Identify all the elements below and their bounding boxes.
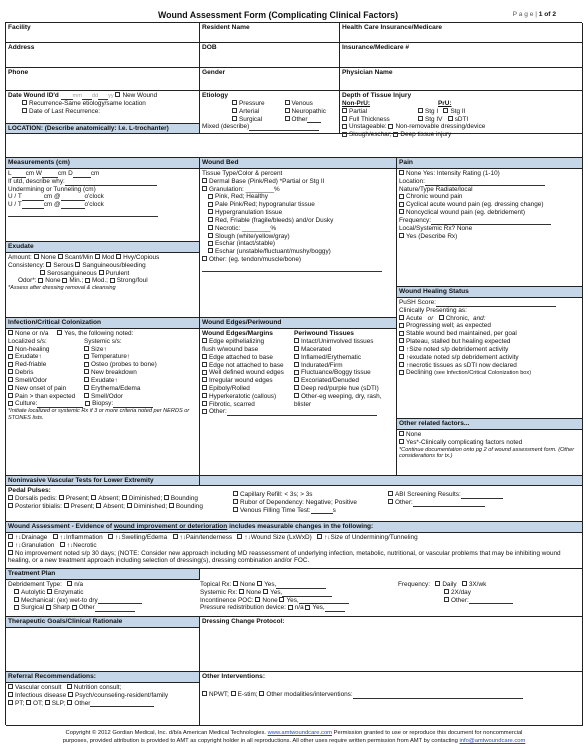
option-checkbox[interactable] bbox=[257, 581, 262, 586]
exudate-section: Exudate Amount: None Scant/Min Mod Hvy/Copious Consistency: Serous Sanguineous/bleeding Serosanguineous Purulent Odor*: None Min.; Mod.; Strong/foul *Assess after dressing removal & cleansing bbox=[6, 242, 200, 318]
option-checkbox[interactable] bbox=[233, 507, 238, 512]
pale-pink-checkbox[interactable] bbox=[208, 202, 213, 207]
option-checkbox[interactable] bbox=[294, 377, 299, 382]
declining-checkbox[interactable] bbox=[399, 370, 404, 375]
culture-checkbox[interactable] bbox=[8, 401, 13, 406]
option-checkbox[interactable] bbox=[202, 338, 207, 343]
option-checkbox[interactable] bbox=[59, 495, 64, 500]
option-checkbox[interactable] bbox=[68, 692, 73, 697]
hypergranulation-checkbox[interactable] bbox=[208, 209, 213, 214]
new-wound-checkbox[interactable] bbox=[115, 92, 120, 97]
pink-red-checkbox[interactable] bbox=[208, 194, 213, 199]
location-label: LOCATION: (Describe anatomically: I.e. L-trochanter) bbox=[6, 124, 200, 134]
option-checkbox[interactable] bbox=[202, 401, 207, 406]
biopsy-checkbox[interactable] bbox=[85, 401, 90, 406]
assessment-header: Wound Assessment - Evidence of wound improvement or deterioration includes measurable changes in the following: bbox=[6, 522, 582, 533]
depth-full-checkbox[interactable] bbox=[342, 116, 347, 121]
etiology-venous-checkbox[interactable] bbox=[285, 100, 290, 105]
option-checkbox[interactable] bbox=[202, 354, 207, 359]
odor-min-checkbox[interactable] bbox=[62, 278, 67, 283]
option-checkbox[interactable] bbox=[60, 542, 65, 547]
option-checkbox[interactable] bbox=[8, 700, 13, 705]
option-checkbox[interactable] bbox=[294, 362, 299, 367]
page-indicator: P a g e | 1 of 2 bbox=[512, 11, 556, 18]
chronic-pain-checkbox[interactable] bbox=[399, 194, 404, 199]
acute-checkbox[interactable] bbox=[399, 315, 404, 320]
option-checkbox[interactable] bbox=[14, 597, 19, 602]
dermal-base-checkbox[interactable] bbox=[202, 178, 207, 183]
measurements-section: Measurements (cm) L cm W cm D cm If utd, describe why: Undermining or Tunneling (cm) U / T cm @ o'clock U / T cm @ o'clock bbox=[6, 158, 200, 242]
insurance-number-field[interactable]: Insurance/Medicare # bbox=[340, 43, 583, 68]
etiology-pressure-checkbox[interactable] bbox=[232, 100, 237, 105]
infection-none-checkbox[interactable] bbox=[8, 330, 13, 335]
location-field[interactable] bbox=[6, 134, 583, 158]
option-checkbox[interactable] bbox=[294, 354, 299, 359]
etiology-section: Etiology Pressure Arterial Surgical Venous Neuropathic Other Mixed (describe) bbox=[200, 91, 340, 134]
option-checkbox[interactable] bbox=[14, 589, 19, 594]
edges-other-checkbox[interactable] bbox=[202, 409, 207, 414]
exudate-scant-checkbox[interactable] bbox=[58, 254, 63, 259]
goals-header: Therapeutic Goals/Clinical Rationale bbox=[6, 617, 199, 628]
other-related-header: Other related factors... bbox=[397, 419, 582, 430]
healing-status-section: Wound Healing Status PuSH Score: Clinically Presenting as: Acute or Chronic, and: Progressing well; as expected Stable wound bed maintained, per goal Plateau, stalled but healing expected ↑Size noted s/p debridement activity ↑exudate noted s/p debridement activity ↑necrotic tissues as sDTI now declared Declining (see Infection/Critical Colonization box) bbox=[397, 287, 583, 419]
option-checkbox[interactable] bbox=[84, 362, 89, 367]
depth-partial-checkbox[interactable] bbox=[342, 108, 347, 113]
option-checkbox[interactable] bbox=[8, 346, 13, 351]
infection-section: Infection/Critical Colonization None or n/a Yes, the following noted: Localized s/s: Non-healing Exudate↑ Red-friable Debris Smell/Odor New onset of pain Pain > than expected Systemic s/s: Size↑ Temperature↑ Osteo (probes to bone) New breakdown Exudate↑ Erythema/Edema Smell/Odor Culture: Biopsy: *Initiate localized or systemic Rx if 3 or more criteria noted per NERDS or STONES lists. bbox=[6, 318, 200, 476]
therapeutic-goals-section[interactable] bbox=[6, 617, 200, 672]
exudate-header: Exudate bbox=[6, 242, 199, 253]
option-checkbox[interactable] bbox=[96, 503, 101, 508]
exudate-sanguineous-checkbox[interactable] bbox=[75, 262, 80, 267]
exudate-serous-checkbox[interactable] bbox=[46, 262, 51, 267]
plateau-checkbox[interactable] bbox=[399, 338, 404, 343]
slough-checkbox[interactable] bbox=[208, 233, 213, 238]
exudate-serosang-checkbox[interactable] bbox=[40, 270, 45, 275]
facility-field[interactable]: Facility bbox=[6, 23, 200, 43]
pain-none-checkbox[interactable] bbox=[399, 170, 404, 175]
referral-section: Referral Recommendations: Vascular consult Nutrition consult; Infectious disease Psych/counseling-resident/family PT; OT; SLP; Other bbox=[6, 672, 200, 726]
option-checkbox[interactable] bbox=[72, 605, 77, 610]
size-debridement-checkbox[interactable] bbox=[399, 346, 404, 351]
other-related-none-checkbox[interactable] bbox=[399, 431, 404, 436]
option-checkbox[interactable] bbox=[173, 534, 178, 539]
option-checkbox[interactable] bbox=[169, 503, 174, 508]
etiology-other-checkbox[interactable] bbox=[285, 116, 290, 121]
wound-bed-header: Wound Bed bbox=[200, 158, 396, 169]
exudate-hvy-checkbox[interactable] bbox=[116, 254, 121, 259]
option-checkbox[interactable] bbox=[317, 534, 322, 539]
option-checkbox[interactable] bbox=[8, 354, 13, 359]
option-checkbox[interactable] bbox=[8, 692, 13, 697]
form-grid bbox=[5, 22, 582, 725]
odor-mod-checkbox[interactable] bbox=[85, 278, 90, 283]
wound-bed-other-checkbox[interactable] bbox=[202, 256, 207, 261]
form-title: Wound Assessment Form (Complicating Clinical Factors) bbox=[158, 10, 398, 20]
option-checkbox[interactable] bbox=[8, 377, 13, 382]
option-checkbox[interactable] bbox=[84, 369, 89, 374]
noncyclical-pain-checkbox[interactable] bbox=[399, 209, 404, 214]
option-checkbox[interactable] bbox=[8, 684, 13, 689]
option-checkbox[interactable] bbox=[202, 385, 207, 390]
option-checkbox[interactable] bbox=[388, 491, 393, 496]
eschar-unstable-checkbox[interactable] bbox=[208, 248, 213, 253]
stable-checkbox[interactable] bbox=[399, 331, 404, 336]
option-checkbox[interactable] bbox=[127, 503, 132, 508]
necrotic-sdti-checkbox[interactable] bbox=[399, 362, 404, 367]
depth-stg4-checkbox[interactable] bbox=[418, 116, 423, 121]
infection-header: Infection/Critical Colonization bbox=[6, 318, 199, 329]
option-checkbox[interactable] bbox=[279, 597, 284, 602]
option-checkbox[interactable] bbox=[259, 691, 264, 696]
depth-section: Depth of Tissue Injury Non-PrU: Partial Full Thickness PrU: Stg I Stg II Stg IV sDTI Unstageable: Non-removable dressing/device Slough/eschar; Deep tissue injury bbox=[340, 91, 583, 134]
no-improvement-checkbox[interactable] bbox=[8, 550, 13, 555]
option-checkbox[interactable] bbox=[305, 605, 310, 610]
option-checkbox[interactable] bbox=[444, 597, 449, 602]
odor-none-checkbox[interactable] bbox=[38, 278, 43, 283]
option-checkbox[interactable] bbox=[84, 393, 89, 398]
physician-field[interactable]: Physician Name bbox=[340, 68, 583, 91]
option-checkbox[interactable] bbox=[8, 369, 13, 374]
other-interventions-section: Other Interventions: NPWT; E-stim; Other modalities/interventions: bbox=[200, 672, 583, 726]
depth-sdti-checkbox[interactable] bbox=[448, 116, 453, 121]
option-checkbox[interactable] bbox=[294, 393, 299, 398]
resident-name-field[interactable]: Resident Name bbox=[200, 23, 340, 43]
option-checkbox[interactable] bbox=[64, 503, 69, 508]
option-checkbox[interactable] bbox=[263, 589, 268, 594]
option-checkbox[interactable] bbox=[239, 589, 244, 594]
option-checkbox[interactable] bbox=[108, 534, 113, 539]
exudate-purulent-checkbox[interactable] bbox=[99, 270, 104, 275]
red-friable-checkbox[interactable] bbox=[208, 217, 213, 222]
other-related-section: Other related factors... None Yes*-Clinically complicating factors noted *Continue documentation onto pg 2 of wound assessment form. (Other considerations for tx.) bbox=[397, 419, 583, 476]
option-checkbox[interactable] bbox=[8, 385, 13, 390]
treatment-header: Treatment Plan bbox=[6, 569, 200, 580]
option-checkbox[interactable] bbox=[84, 354, 89, 359]
option-checkbox[interactable] bbox=[26, 700, 31, 705]
depth-stg2-checkbox[interactable] bbox=[443, 108, 448, 113]
pain-rx-yes-checkbox[interactable] bbox=[399, 233, 404, 238]
option-checkbox[interactable] bbox=[14, 605, 19, 610]
option-checkbox[interactable] bbox=[388, 499, 393, 504]
chronic-checkbox[interactable] bbox=[439, 315, 444, 320]
option-checkbox[interactable] bbox=[444, 589, 449, 594]
option-checkbox[interactable] bbox=[233, 581, 238, 586]
option-checkbox[interactable] bbox=[67, 700, 72, 705]
option-checkbox[interactable] bbox=[202, 691, 207, 696]
email-link[interactable]: info@amtwoundcare.com bbox=[459, 737, 526, 744]
recurrence-checkbox[interactable] bbox=[22, 100, 27, 105]
option-checkbox[interactable] bbox=[8, 542, 13, 547]
option-checkbox[interactable] bbox=[122, 495, 127, 500]
option-checkbox[interactable] bbox=[84, 385, 89, 390]
option-checkbox[interactable] bbox=[233, 499, 238, 504]
option-checkbox[interactable] bbox=[45, 700, 50, 705]
insurance-field[interactable]: Health Care Insurance/Medicare bbox=[340, 23, 583, 43]
option-checkbox[interactable] bbox=[202, 377, 207, 382]
option-checkbox[interactable] bbox=[202, 370, 207, 375]
dob-field[interactable]: DOB bbox=[200, 43, 340, 68]
wound-id-section: Date Wound ID'd mm dd yy New Wound Recurrence-Same etiology/same location Date of Last Recurrence: bbox=[6, 91, 200, 124]
pain-header: Pain bbox=[397, 158, 582, 169]
option-checkbox[interactable] bbox=[47, 589, 52, 594]
option-checkbox[interactable] bbox=[294, 370, 299, 375]
phone-field[interactable]: Phone bbox=[6, 68, 200, 91]
option-checkbox[interactable] bbox=[46, 605, 51, 610]
depth-device-checkbox[interactable] bbox=[388, 124, 393, 129]
option-checkbox[interactable] bbox=[8, 495, 13, 500]
option-checkbox[interactable] bbox=[67, 581, 72, 586]
other-related-yes-checkbox[interactable] bbox=[399, 439, 404, 444]
etiology-surgical-checkbox[interactable] bbox=[232, 116, 237, 121]
option-checkbox[interactable] bbox=[202, 393, 207, 398]
cyclical-pain-checkbox[interactable] bbox=[399, 202, 404, 207]
necrotic-checkbox[interactable] bbox=[208, 225, 213, 230]
option-checkbox[interactable] bbox=[91, 495, 96, 500]
progressing-checkbox[interactable] bbox=[399, 323, 404, 328]
depth-unstageable-checkbox[interactable] bbox=[342, 124, 347, 129]
infection-yes-checkbox[interactable] bbox=[57, 330, 62, 335]
option-checkbox[interactable] bbox=[233, 491, 238, 496]
option-checkbox[interactable] bbox=[231, 691, 236, 696]
option-checkbox[interactable] bbox=[294, 385, 299, 390]
option-checkbox[interactable] bbox=[84, 346, 89, 351]
option-checkbox[interactable] bbox=[294, 346, 299, 351]
wound-assessment-section: Wound Assessment - Evidence of wound improvement or deterioration includes measurable changes in the following: ↑↓Drainage ↑↓Inflammation ↑↓Swelling/Edema ↑↓Pain/tenderness ↑↓Wound Size (LxWxD) ↑↓Size of Undermining/Tunneling ↑↓Granulation ↑↓Necrotic No improvement noted s/p 30 days; (NOTE: Consider new approach including MD reassessment of underlying infection, metabolic, nutritional, or vascular problems that may be inhibiting wound healing, or a new treatment approach including selection of dressing(s), dressing combination and/or FOC. bbox=[6, 522, 583, 569]
option-checkbox[interactable] bbox=[435, 581, 440, 586]
website-link[interactable]: www.amtwoundcare.com bbox=[267, 730, 333, 736]
exudate-mod-checkbox[interactable] bbox=[95, 254, 100, 259]
granulation-checkbox[interactable] bbox=[202, 186, 207, 191]
eschar-stable-checkbox[interactable] bbox=[208, 241, 213, 246]
dressing-label: Dressing Change Protocol: bbox=[202, 618, 285, 625]
option-checkbox[interactable] bbox=[8, 393, 13, 398]
option-checkbox[interactable] bbox=[84, 377, 89, 382]
exudate-debridement-checkbox[interactable] bbox=[399, 354, 404, 359]
odor-strong-checkbox[interactable] bbox=[110, 278, 115, 283]
option-checkbox[interactable] bbox=[294, 338, 299, 343]
gender-field[interactable]: Gender bbox=[200, 68, 340, 91]
referral-header: Referral Recommendations: bbox=[6, 672, 199, 683]
vascular-header: Noninvasive Vascular Tests for Lower Extremity bbox=[6, 476, 583, 486]
last-recurrence-checkbox[interactable] bbox=[22, 108, 27, 113]
option-checkbox[interactable] bbox=[67, 684, 72, 689]
edges-header: Wound Edges/Periwound bbox=[200, 318, 396, 329]
etiology-arterial-checkbox[interactable] bbox=[232, 108, 237, 113]
option-checkbox[interactable] bbox=[237, 534, 242, 539]
wound-edges-section: Wound Edges/Periwound Wound Edges/Margins Edge epithelializing flush w/wound base Edge attached to base Edge not attached to base Well defined wound edges Irregular wound edges Epiboly/Rolled Hyperkeratotic (callous) Fibrotic, scarred Periwound Tissues Intact/Unimvolved tissues Macerated Inflamed/Erythematic Indurated/Firm Fluctuance/Boggy tissue Excoriated/Denuded Deep red/purple hue (sDTI) Other-eg weeping, dry, rash, blister Other: bbox=[200, 318, 397, 476]
treatment-plan-section: Treatment Plan Debridement Type: n/a Autolytic Enzymatic Mechanical: (ex) wet-to dry Surgical Sharp Other Topical Rx: None Yes, Systemic Rx: None Yes, Incontinence POC: None Yes, Pressure redistribution device: n/a Yes, Frequency: Daily 3X/wk 2X/day Other: bbox=[6, 569, 583, 617]
healing-header: Wound Healing Status bbox=[397, 287, 582, 298]
etiology-neuropathic-checkbox[interactable] bbox=[285, 108, 290, 113]
pedal-pulses-section: Pedal Pulses: Dorsalis pedis: Present; Absent; Diminished; Bounding Posterior tibialis: Present; Absent; Diminished; Bounding Capillary Refill: < 3s; > 3s Rubor of Dependency: Negative; Positive Venous Filling Time Test: s ABI Screening Results: Other: bbox=[6, 486, 583, 522]
option-checkbox[interactable] bbox=[53, 534, 58, 539]
wound-bed-section: Wound Bed Tissue Type/Color & percent Dermal Base (Pink/Red) *Partial or Stg II Granulation: ________% Pink, Red; Healthy Pale Pink/Red; hypogranular tissue Hypergranulation tissue Red, Friable (fragile/bleeds) and/or Dusky Necrotic: ________% Slough (white/yellow/gray) Eschar (intact/stable) Eschar (unstable/fluctuant/mushy/boggy) Other: (eg. tendon/muscle/bone) bbox=[200, 158, 397, 318]
option-checkbox[interactable] bbox=[164, 495, 169, 500]
option-checkbox[interactable] bbox=[8, 534, 13, 539]
pain-section: Pain None Yes: Intensity Rating (1-10) Location: Nature/Type Radiate/local Chronic wound pain Cyclical acute wound pain (eg. dressing change) Noncyclical wound pain (eg. debridement) Frequency: Local/Systemic Rx? None Yes (Describe Rx) bbox=[397, 158, 583, 287]
measurements-header: Measurements (cm) bbox=[6, 158, 199, 169]
depth-stg1-checkbox[interactable] bbox=[418, 108, 423, 113]
exudate-none-checkbox[interactable] bbox=[34, 254, 39, 259]
option-checkbox[interactable] bbox=[462, 581, 467, 586]
option-checkbox[interactable] bbox=[8, 503, 13, 508]
address-field[interactable]: Address bbox=[6, 43, 200, 68]
option-checkbox[interactable] bbox=[202, 362, 207, 367]
option-checkbox[interactable] bbox=[255, 597, 260, 602]
dressing-protocol-section[interactable] bbox=[200, 617, 583, 672]
footer: Copyright © 2012 Gordian Medical, Inc. d/b/a American Medical Technologies. www.amtwoundcare.com Permission granted to use or reproduce this document for noncommercial purposes, provided attribution is provided to AMT as copyright holder in all reproductions. All other uses require written permission from AMT by contacting info@amtwoundcare.com bbox=[62, 730, 526, 744]
option-checkbox[interactable] bbox=[8, 362, 13, 367]
option-checkbox[interactable] bbox=[288, 605, 293, 610]
form-header bbox=[0, 10, 588, 22]
